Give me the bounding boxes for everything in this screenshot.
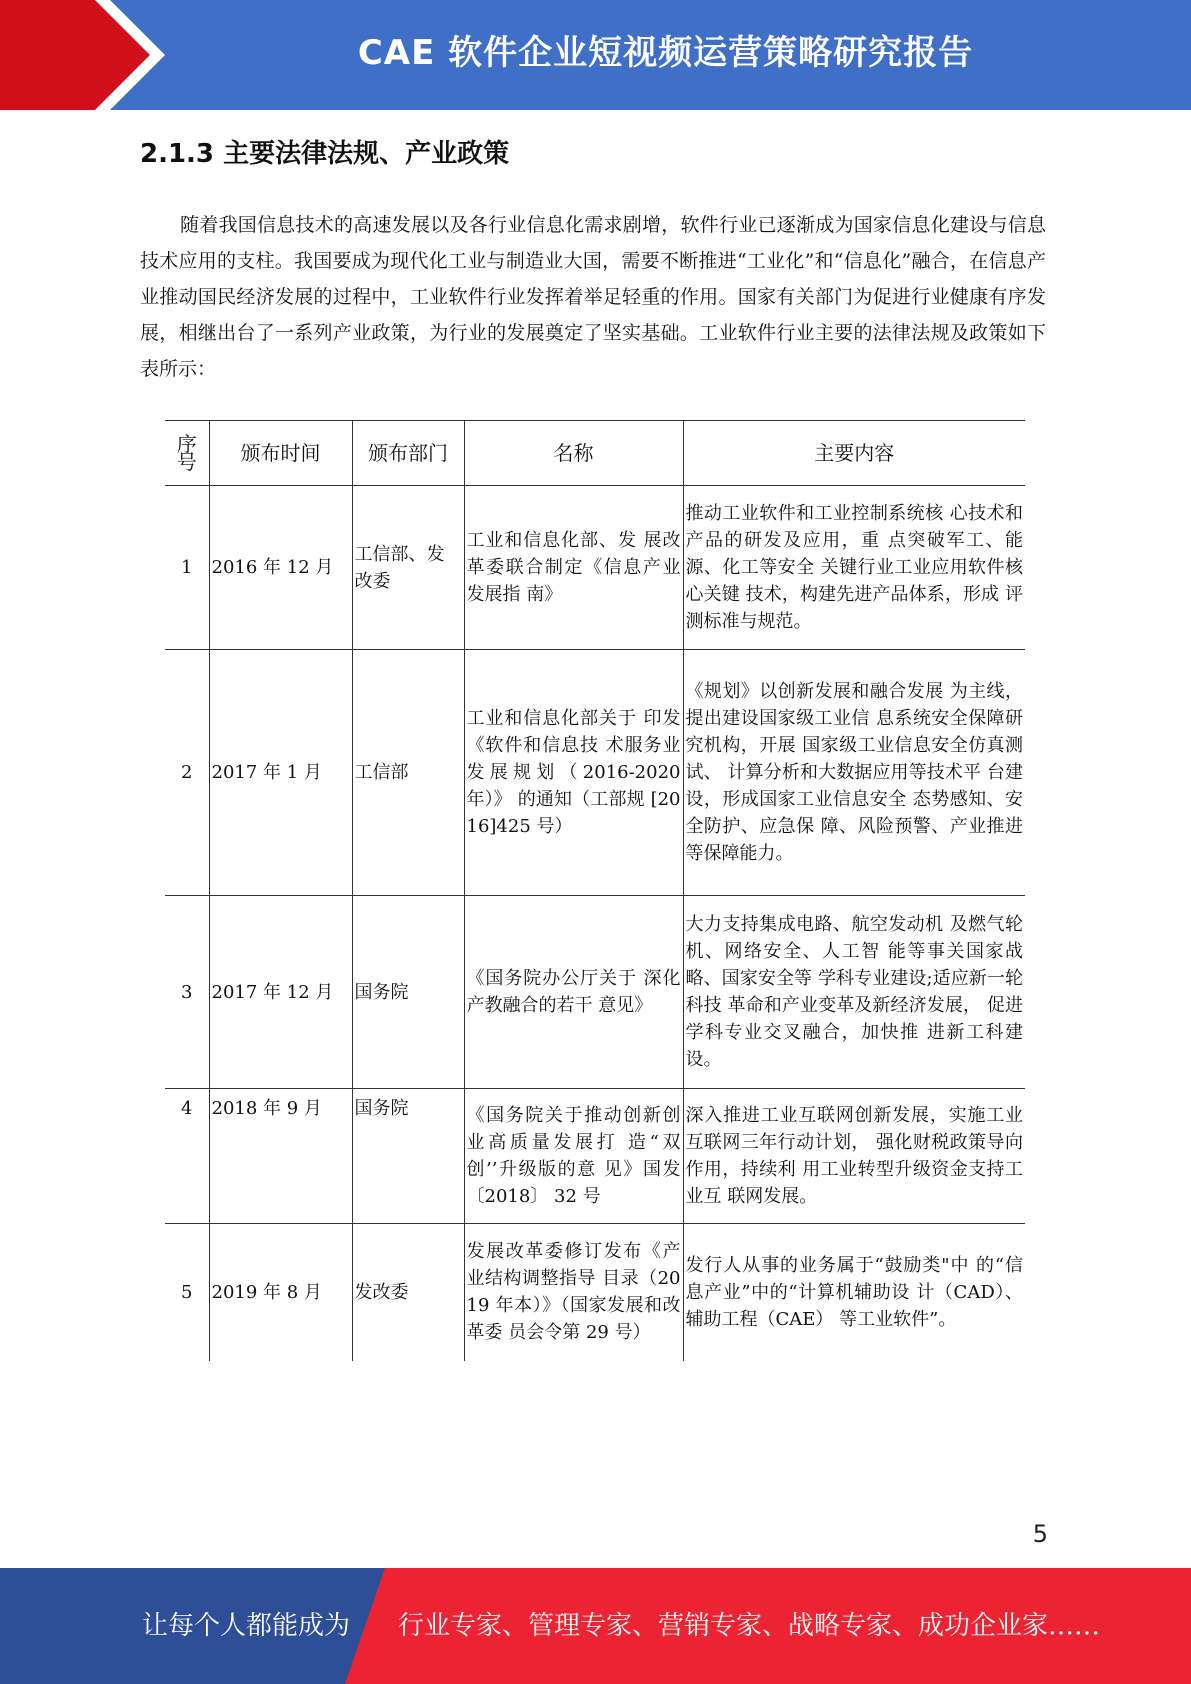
row-dept: 国务院 — [352, 896, 464, 1089]
header-dept: 颁布部门 — [352, 421, 464, 486]
row-no: 3 — [165, 896, 209, 1089]
row-no: 4 — [165, 1089, 209, 1224]
table-header-row — [165, 421, 1025, 486]
row-no: 5 — [165, 1224, 209, 1361]
row-content: 《规划》以创新发展和融合发展 为主线，提出建设国家级工业信 息系统安全保障研究机构，开展 国家级工业信息安全仿真测试、 计算分析和大数据应用等技术平 台建设，形成国家工业信息安全 态势感知、安全防护、应急保 障、风险预警、产业推进等保障能力。 — [683, 650, 1025, 896]
row-dept: 发改委 — [352, 1224, 464, 1361]
row-dept: 工信部、发改委 — [352, 486, 464, 650]
row-date: 2018 年 9 月 — [209, 1089, 352, 1224]
header-content: 主要内容 — [683, 421, 1025, 486]
table-row — [165, 896, 1025, 1089]
page-footer — [0, 1568, 1191, 1684]
row-name: 工业和信息化部、发 展改革委联合制定《信息产业发展指 南》 — [464, 486, 683, 650]
row-dept: 国务院 — [352, 1089, 464, 1224]
row-content: 推动工业软件和工业控制系统核 心技术和产品的研发及应用，重 点突破军工、能源、化工等安全 关键行业工业应用软件核心关键 技术，构建先进产品体系，形成 评测标准与规范。 — [683, 486, 1025, 650]
row-no: 1 — [165, 486, 209, 650]
row-content: 大力支持集成电路、航空发动机 及燃气轮机、网络安全、人工智 能等事关国家战略、国家安全等 学科专业建设;适应新一轮科技 革命和产业变革及新经济发展， 促进学科专业交叉融合，加快推 进新工科建设。 — [683, 896, 1025, 1089]
table-row — [165, 650, 1025, 896]
row-date: 2017 年 12 月 — [209, 896, 352, 1089]
row-no: 2 — [165, 650, 209, 896]
row-date: 2019 年 8 月 — [209, 1224, 352, 1361]
page-number: 5 — [1032, 1520, 1048, 1548]
row-date: 2017 年 1 月 — [209, 650, 352, 896]
row-dept: 工信部 — [352, 650, 464, 896]
row-name: 《国务院办公厅关于 深化产教融合的若干 意见》 — [464, 896, 683, 1089]
row-name: 工业和信息化部关于 印发《软件和信息技 术服务业发展规划（2016-2020 年）》 的通知（工部规 [2016]425 号） — [464, 650, 683, 896]
header-date: 颁布时间 — [209, 421, 352, 486]
page-header — [0, 0, 1191, 110]
intro-paragraph: 随着我国信息技术的高速发展以及各行业信息化需求剧增，软件行业已逐渐成为国家信息化建设与信息技术应用的支柱。我国要成为现代化工业与制造业大国，需要不断推进“工业化”和“信息化”融合，在信息产业推动国民经济发展的过程中，工业软件行业发挥着举足轻重的作用。国家有关部门为促进行业健康有序发展，相继出台了一系列产业政策，为行业的发展奠定了坚实基础。工业软件行业主要的法律法规及政策如下表所示： — [140, 214, 1046, 380]
row-date: 2016 年 12 月 — [209, 486, 352, 650]
section-heading: 2.1.3 主要法律法规、产业政策 — [140, 139, 510, 169]
header-no: 序号 — [165, 421, 209, 486]
table-row — [165, 1089, 1025, 1224]
footer-slogan-left: 让每个人都能成为 — [142, 1611, 351, 1641]
policy-table — [165, 420, 1025, 1361]
footer-slogan-right: 行业专家、管理专家、营销专家、战略专家、成功企业家…… — [398, 1611, 1101, 1641]
row-content: 深入推进工业互联网创新发展，实施工业互联网三年行动计划， 强化财税政策导向作用，持续利 用工业转型升级资金支持工业互 联网发展。 — [683, 1089, 1025, 1224]
row-name: 《国务院关于推动创新创业高质量发展打 造“双创’’升级版的意 见》国发〔2018〕 32 号 — [464, 1089, 683, 1224]
report-title: CAE 软件企业短视频运营策略研究报告 — [357, 33, 974, 73]
table-row — [165, 1224, 1025, 1361]
table-row — [165, 486, 1025, 650]
row-name: 发展改革委修订发布《产业结构调整指导 目录（2019 年本）》（国家发展和改革委 员会令第 29 号） — [464, 1224, 683, 1361]
header-name: 名称 — [464, 421, 683, 486]
row-content: 发行人从事的业务属于“鼓励类"中 的“信息产业”中的“计算机辅助设 计（CAD）、辅助工程（CAE） 等工业软件”。 — [685, 1254, 1023, 1330]
